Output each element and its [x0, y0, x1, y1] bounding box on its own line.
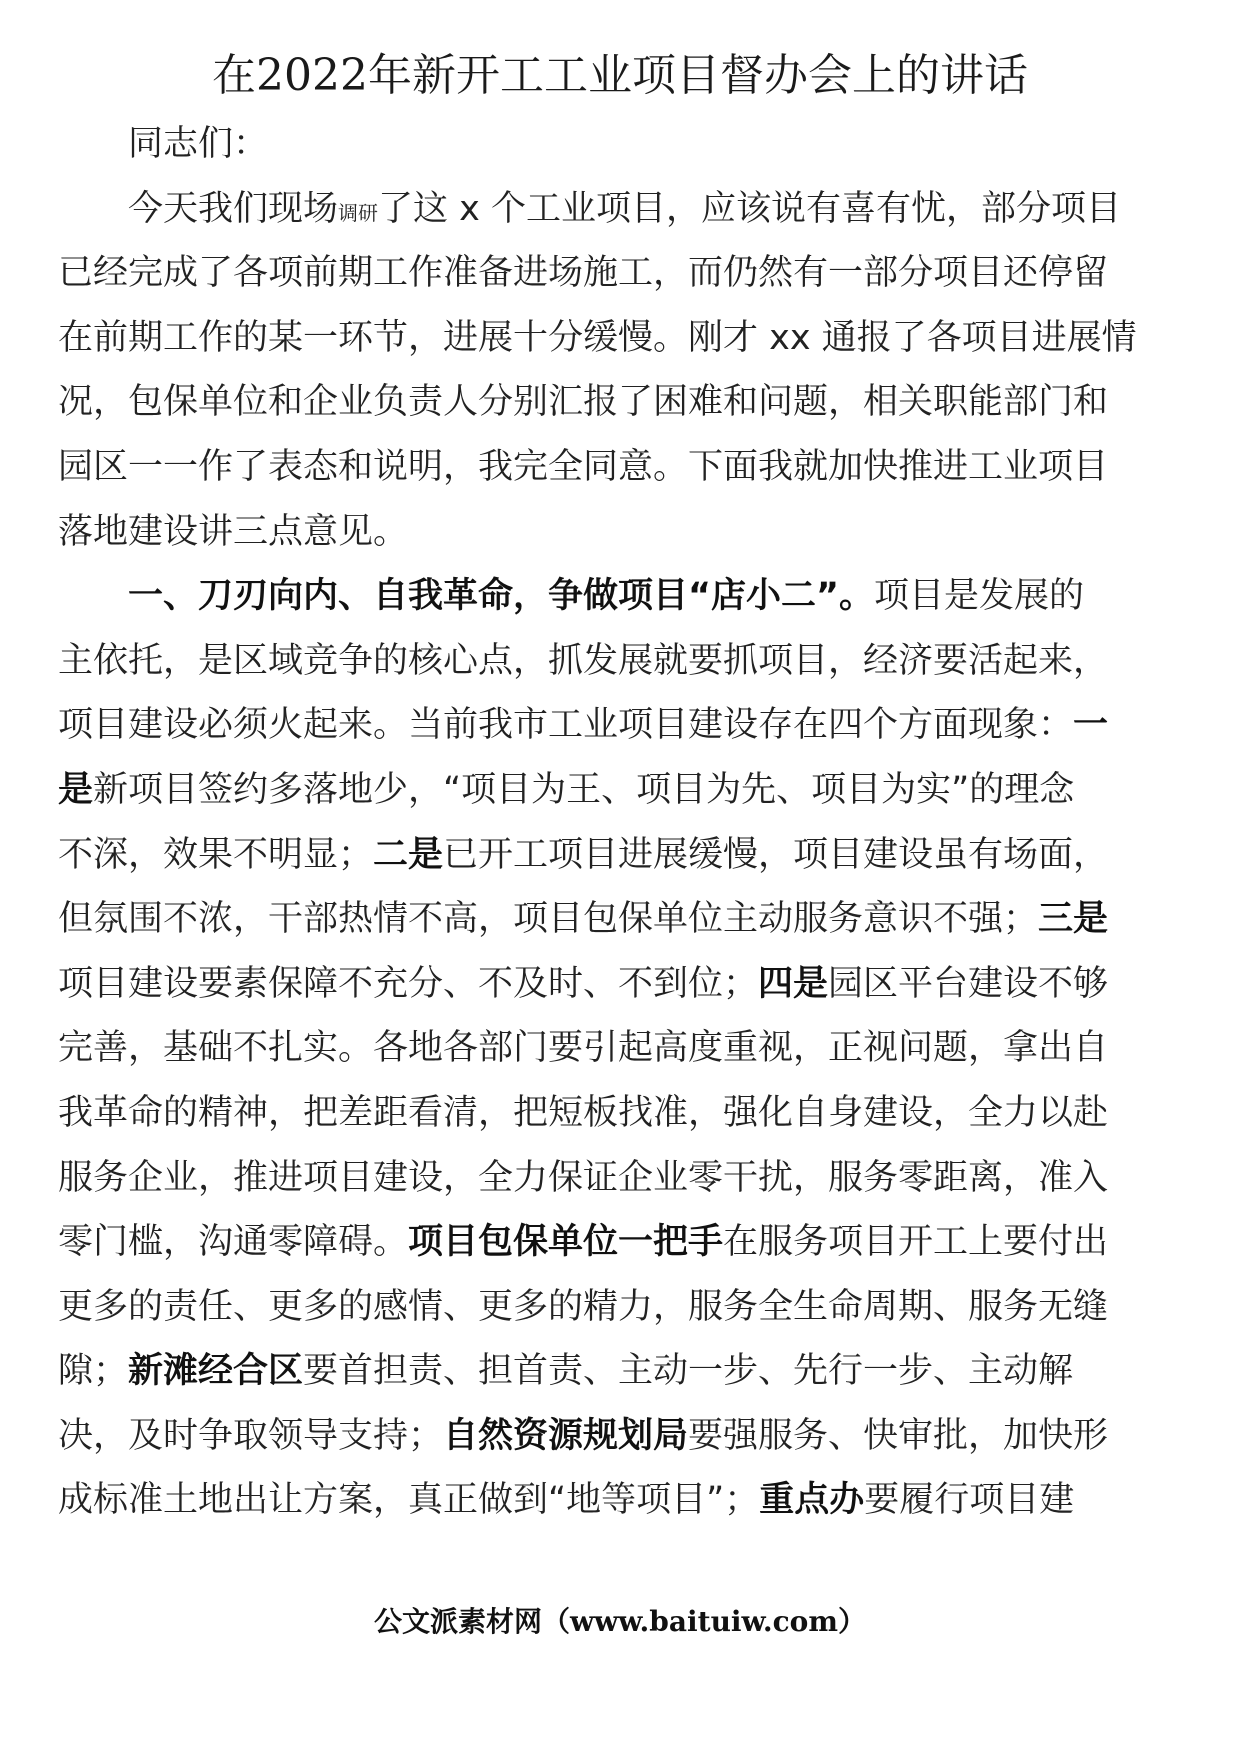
text-segment: 今天我们现场	[128, 188, 339, 229]
text-segment: 已经完成了各项前期工作准备进场施工，而仍然有一部分项目还停留	[58, 253, 1109, 294]
text-segment: 更多的责任、更多的感情、更多的精力，服务全生命周期、服务无缝	[58, 1286, 1109, 1327]
salutation: 同志们：	[128, 124, 269, 164]
text-segment: 项目建设要素保障不充分、不及时、不到位；	[58, 963, 759, 1004]
text-line	[58, 1404, 1188, 1469]
bold-text-segment: 新滩经合区	[128, 1351, 304, 1392]
text-line	[58, 241, 1188, 306]
text-segment: 已开工项目进展缓慢，项目建设虽有场面，	[443, 834, 1109, 875]
bold-text-segment: 重点办	[759, 1480, 865, 1521]
text-line	[58, 693, 1188, 758]
text-segment: 要履行项目建	[864, 1480, 1075, 1521]
text-segment: 成标准土地出让方案，真正做到“地等项目”；	[58, 1480, 760, 1521]
bold-text-segment: 是	[58, 769, 94, 810]
text-segment: 项目是发展的	[874, 576, 1085, 617]
text-line	[58, 1016, 1188, 1081]
text-segment: 园区平台建设不够	[828, 963, 1109, 1004]
text-segment: 要首担责、担首责、主动一步、先行一步、主动解	[303, 1351, 1074, 1392]
text-line	[58, 306, 1188, 371]
text-line	[58, 887, 1188, 952]
bold-text-segment: 一	[1073, 705, 1109, 746]
text-line	[58, 1339, 1188, 1404]
text-line	[58, 564, 1188, 629]
text-segment: 园区一一作了表态和说明，我完全同意。下面我就加快推进工业项目	[58, 446, 1109, 487]
text-segment: 不深，效果不明显；	[58, 834, 374, 875]
text-segment: 在服务项目开工上要付出	[723, 1222, 1109, 1263]
text-line	[58, 952, 1188, 1017]
text-line	[58, 435, 1188, 500]
text-line	[58, 500, 1188, 565]
text-segment: 零门槛，沟通零障碍。	[58, 1222, 409, 1263]
text-line	[58, 1081, 1188, 1146]
text-line	[58, 758, 1188, 823]
text-segment: 况，包保单位和企业负责人分别汇报了困难和问题，相关职能部门和	[58, 382, 1109, 423]
document-body	[58, 112, 1188, 1533]
bold-text-segment: 二是	[373, 834, 444, 875]
text-segment: 但氛围不浓，干部热情不高，项目包保单位主动服务意识不强；	[58, 899, 1039, 940]
text-line	[58, 823, 1188, 888]
text-line	[58, 1468, 1188, 1533]
text-segment: 调研	[338, 200, 379, 225]
text-segment: 项目建设必须火起来。当前我市工业项目建设存在四个方面现象：	[58, 705, 1074, 746]
text-segment: 要强服务、快审批，加快形	[688, 1415, 1109, 1456]
text-line	[58, 370, 1188, 435]
bold-text-segment: 项目包保单位一把手	[408, 1222, 724, 1263]
text-segment: 在前期工作的某一环节，进展十分缓慢。刚才 xx 通报了各项目进展情	[58, 317, 1137, 358]
watermark-footer: 公文派素材网（www.baituiw.com）	[374, 1605, 866, 1638]
text-segment: 服务企业，推进项目建设，全力保证企业零干扰，服务零距离，准入	[58, 1157, 1109, 1198]
text-segment: 决，及时争取领导支持；	[58, 1415, 444, 1456]
text-line	[58, 1210, 1188, 1275]
text-segment: 主依托，是区域竞争的核心点，抓发展就要抓项目，经济要活起来，	[58, 640, 1109, 681]
bold-text-segment: 一、刀刃向内、自我革命，争做项目“店小二”。	[128, 576, 875, 617]
text-segment: 新项目签约多落地少，“项目为王、项目为先、项目为实”的理念	[93, 769, 1075, 810]
text-line	[58, 629, 1188, 694]
text-segment: 我革命的精神，把差距看清，把短板找准，强化自身建设，全力以赴	[58, 1092, 1109, 1133]
text-line	[58, 177, 1188, 242]
document-title: 在2022年新开工工业项目督办会上的讲话	[212, 50, 1028, 101]
text-segment: 落地建设讲三点意见。	[58, 511, 409, 552]
text-segment: 完善，基础不扎实。各地各部门要引起高度重视，正视问题，拿出自	[58, 1028, 1109, 1069]
text-segment: 隙；	[58, 1351, 129, 1392]
text-line	[58, 1275, 1188, 1340]
bold-text-segment: 自然资源规划局	[443, 1415, 689, 1456]
text-line	[58, 1146, 1188, 1211]
text-segment: 了这 x 个工业项目，应该说有喜有忧，部分项目	[378, 188, 1121, 229]
bold-text-segment: 四是	[758, 963, 829, 1004]
bold-text-segment: 三是	[1038, 899, 1109, 940]
